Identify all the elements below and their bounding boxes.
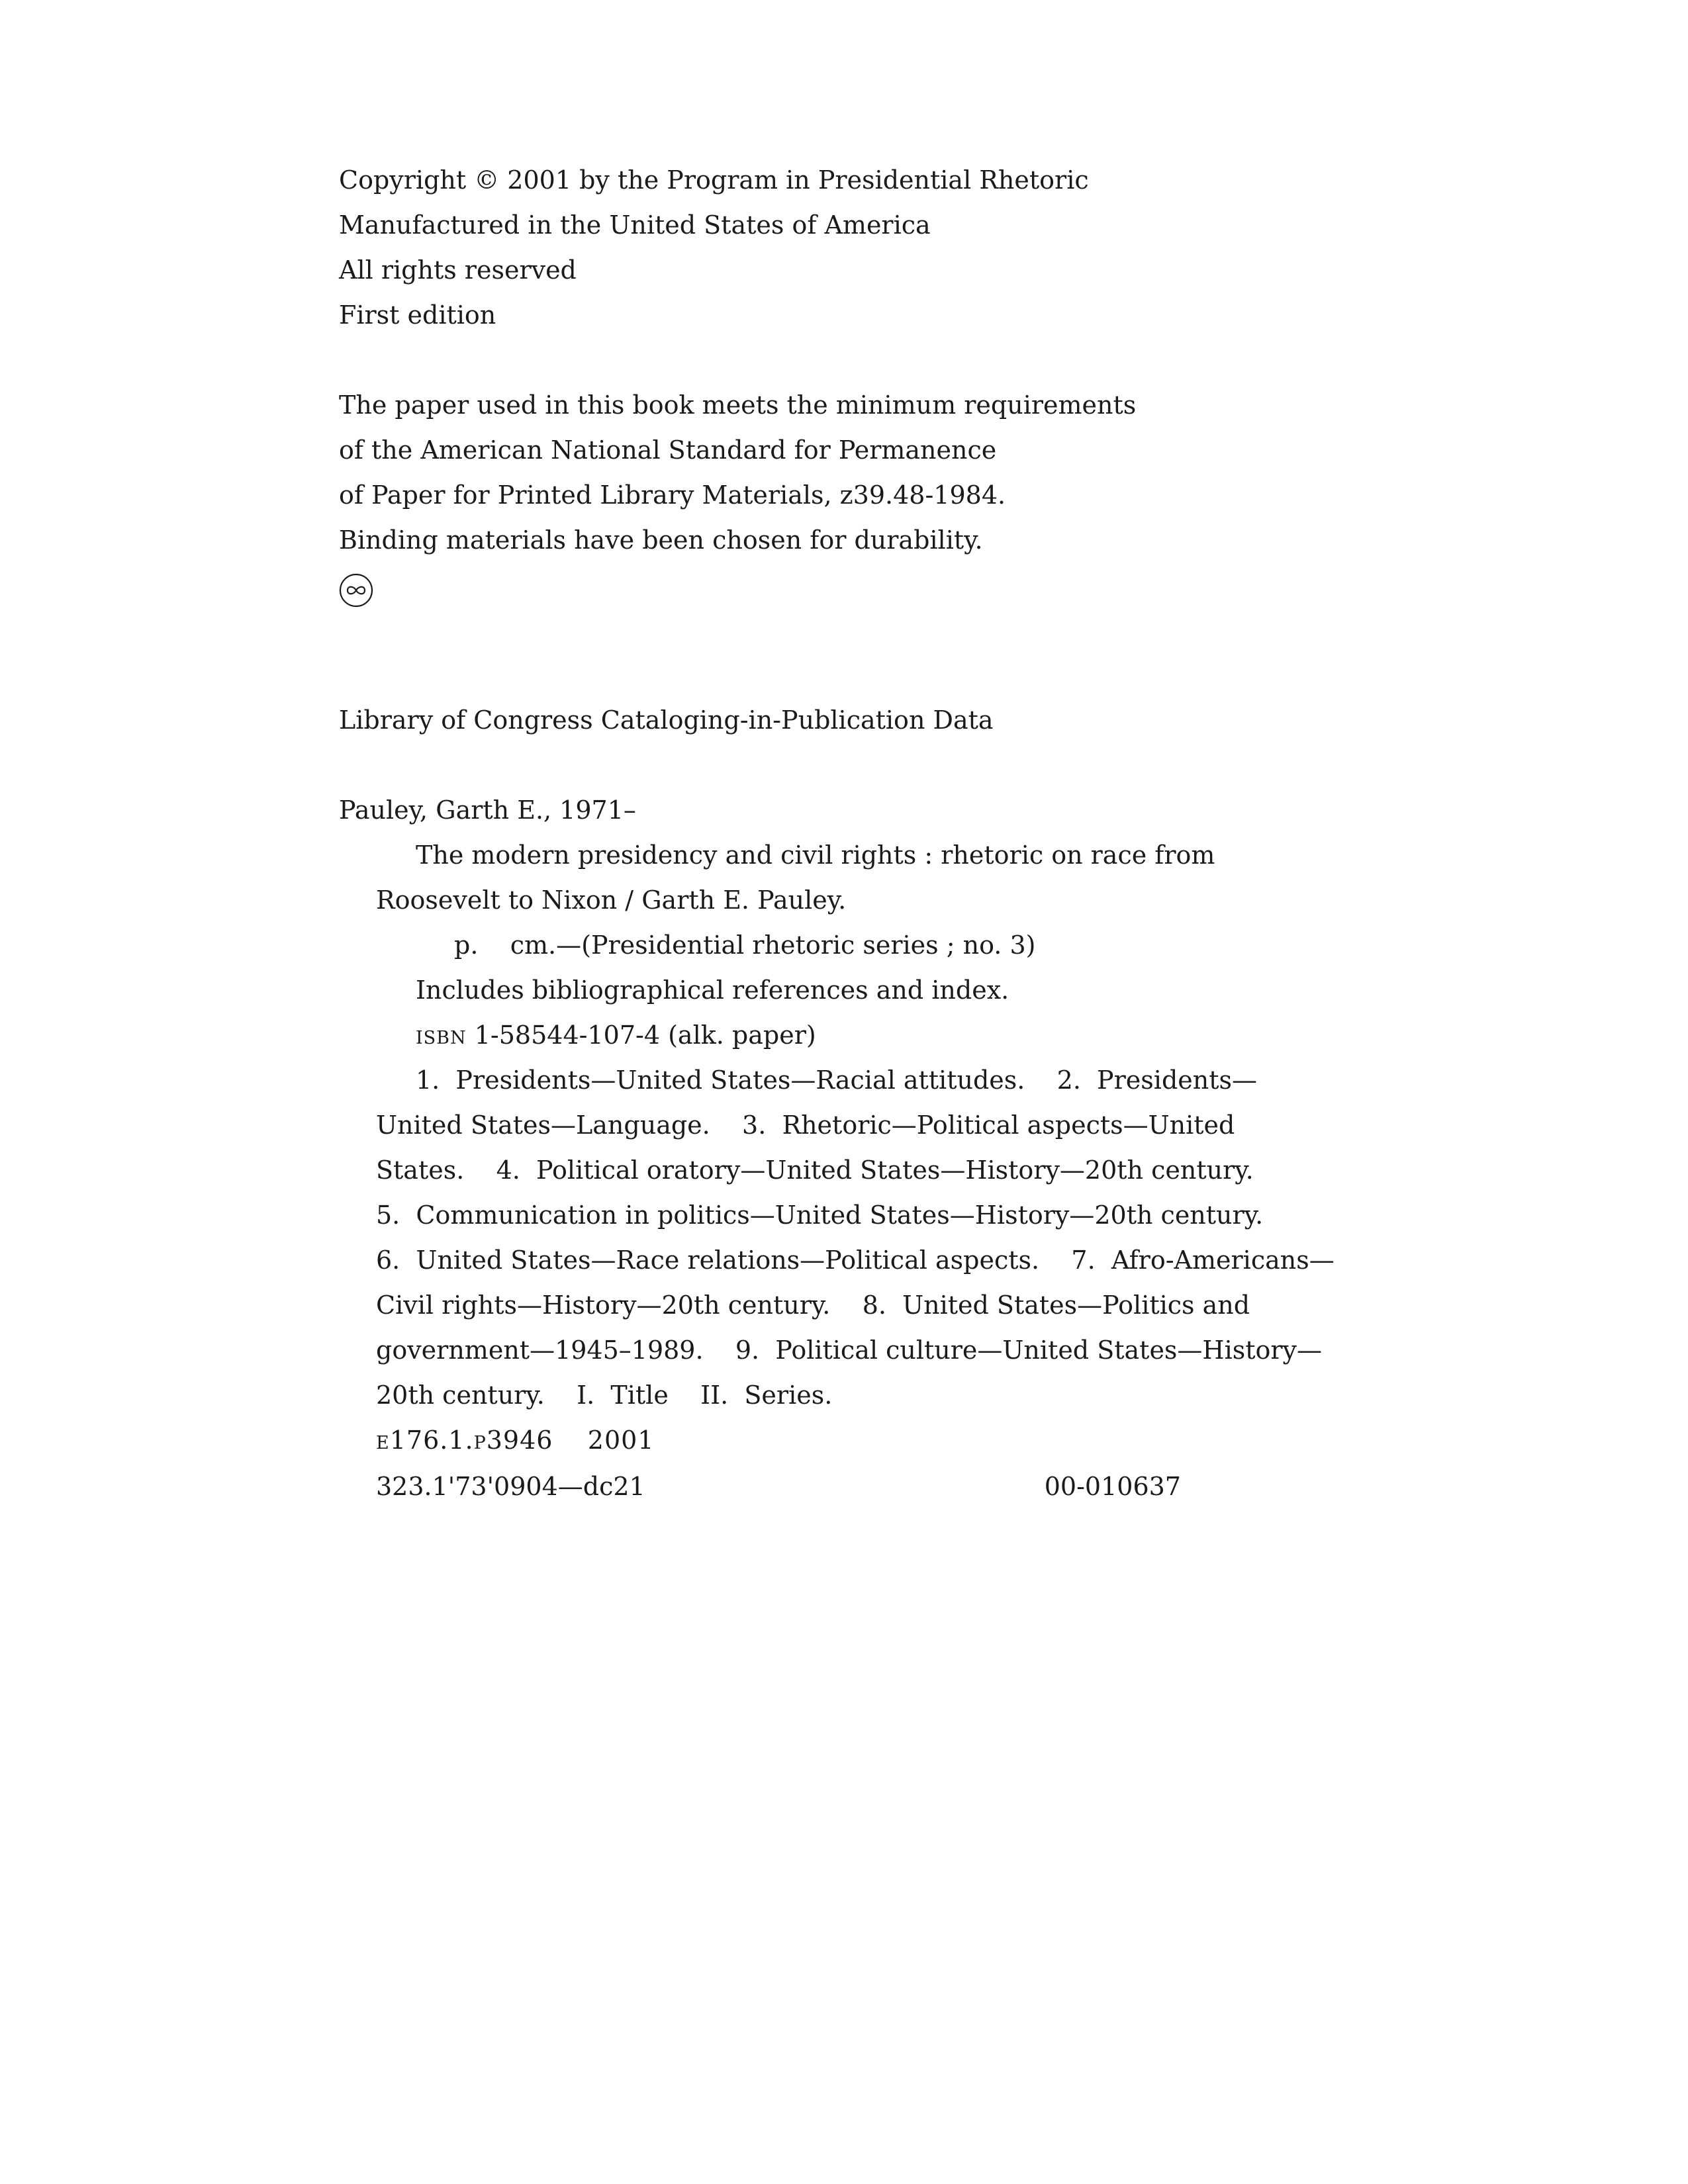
cip-heading: Library of Congress Cataloging-in-Publication Data xyxy=(339,705,994,735)
cip-lccn: 00-010637 xyxy=(1044,1472,1181,1501)
cip-title-2: Roosevelt to Nixon / Garth E. Pauley. xyxy=(376,886,847,915)
cip-subject-line: States. 4. Political oratory—United States—History—20th century. xyxy=(376,1156,1254,1185)
isbn-label: isbn xyxy=(416,1021,467,1050)
cip-classification-row xyxy=(376,1471,1181,1502)
infinity-paper-permanence-icon xyxy=(339,573,373,608)
isbn-value: 1-58544-107-4 (alk. paper) xyxy=(466,1021,816,1050)
cip-subject-line: 5. Communication in politics—United States—History—20th century. xyxy=(376,1201,1264,1230)
paper-line-1: The paper used in this book meets the minimum requirements xyxy=(339,390,1137,420)
cip-isbn xyxy=(416,1019,816,1051)
edition-line: First edition xyxy=(339,300,496,330)
copyright-line: Copyright © 2001 by the Program in Presidential Rhetoric xyxy=(339,165,1089,195)
cip-subject-line: United States—Language. 3. Rhetoric—Political aspects—United xyxy=(376,1111,1235,1140)
cip-series: p. cm.—(Presidential rhetoric series ; no. 3) xyxy=(454,931,1036,960)
cip-dewey-number: 323.1'73'0904—dc21 xyxy=(376,1472,645,1501)
cip-lc-call-number: e176.1.p3946 2001 xyxy=(376,1426,655,1455)
cip-subject-line: government—1945–1989. 9. Political culture—United States—History— xyxy=(376,1336,1323,1365)
paper-line-3: of Paper for Printed Library Materials, z39.48-1984. xyxy=(339,480,1006,510)
cip-title-1: The modern presidency and civil rights : rhetoric on race from xyxy=(416,841,1215,870)
cip-subject-line: 6. United States—Race relations—Political aspects. 7. Afro-Americans— xyxy=(376,1246,1335,1275)
manufactured-line: Manufactured in the United States of America xyxy=(339,210,931,240)
paper-line-4: Binding materials have been chosen for durability. xyxy=(339,525,983,555)
cip-subject-line: 1. Presidents—United States—Racial attitudes. 2. Presidents— xyxy=(416,1066,1257,1095)
cip-subject-line: 20th century. I. Title II. Series. xyxy=(376,1381,833,1410)
cip-author: Pauley, Garth E., 1971– xyxy=(339,796,636,825)
cip-bibliography: Includes bibliographical references and index. xyxy=(416,976,1009,1005)
paper-line-2: of the American National Standard for Permanence xyxy=(339,435,997,465)
cip-subject-line: Civil rights—History—20th century. 8. United States—Politics and xyxy=(376,1291,1250,1320)
rights-line: All rights reserved xyxy=(339,255,577,285)
